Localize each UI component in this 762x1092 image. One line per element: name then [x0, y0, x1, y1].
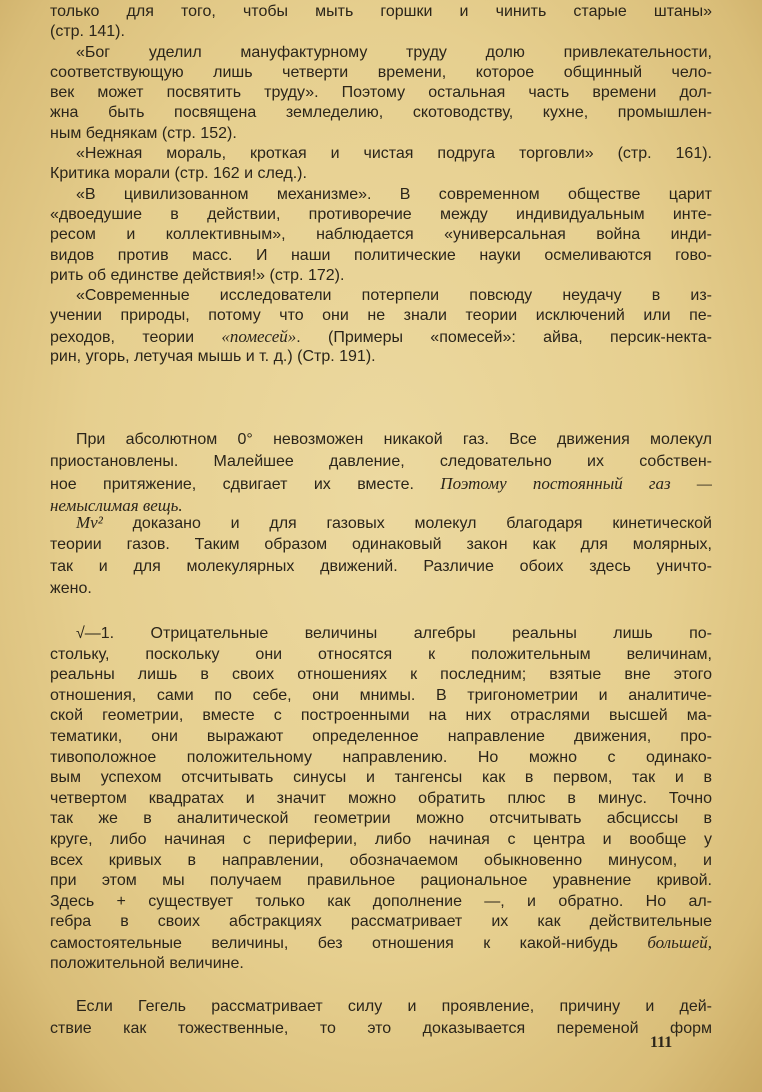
italic-text: Mv² [76, 513, 103, 532]
paragraph [50, 996, 712, 1040]
text-line [50, 451, 712, 473]
text-span: всех кривых в направлении, обозначаемом обыкновенно минусом, и [50, 851, 712, 869]
text-span: «Бог уделил мануфактурному труду долю привлекательности, [76, 43, 712, 61]
text-line [50, 624, 712, 645]
italic-text: немыслимая вещь. [50, 496, 183, 515]
text-span: так и для молекулярных движений. Различие обоих здесь уничто- [50, 558, 712, 575]
text-line [50, 286, 712, 306]
text-line [50, 534, 712, 556]
text-span: век может посвятить труду». Поэтому остальная часть времени дол- [50, 84, 712, 102]
text-line [50, 665, 712, 686]
text-span: Здесь + существует только как дополнение —, и обратно. Но ал- [50, 892, 712, 910]
text-line [50, 727, 712, 748]
text-line [50, 185, 712, 205]
text-line [50, 246, 712, 266]
text-line [50, 748, 712, 769]
text-line [50, 1018, 712, 1040]
text-line [50, 871, 712, 892]
text-line [50, 809, 712, 830]
text-line [50, 22, 712, 42]
text-span: «двоедушие в действии, противоречие между индивидуальным инте- [50, 205, 712, 223]
text-line [50, 512, 712, 534]
text-block-mv2 [50, 512, 712, 600]
text-span: гебра в своих абстракциях рассматривает их как действительные [50, 913, 712, 931]
text-line [50, 429, 712, 451]
text-line [50, 830, 712, 851]
paragraph [50, 185, 712, 286]
text-span: видов против масс. И наши политические науки осмеливаются гово- [50, 246, 712, 264]
text-line [50, 473, 712, 495]
text-line [50, 327, 712, 347]
text-span: самостоятельные величины, без отношения к какой-нибудь [50, 934, 648, 952]
text-span: круге, либо начиная с периферии, либо начиная с центра и вообще у [50, 830, 712, 848]
text-block-absolute-zero [50, 429, 712, 517]
text-span: только для того, чтобы мыть горшки и чинить старые штаны» [50, 3, 712, 20]
text-line [50, 306, 712, 326]
text-span: √—1. Отрицательные величины алгебры реальны лишь по- [76, 625, 712, 642]
text-line [50, 933, 712, 954]
text-span: четвертом квадратах и значит можно обратить плюс в минус. Точно [50, 789, 712, 807]
text-span: «Современные исследователи потерпели повсюду неудачу в из- [76, 287, 712, 305]
text-span: положительной величине. [50, 954, 244, 972]
text-span: тивоположное положительному направлению. Но можно с одинако- [50, 748, 712, 766]
text-line [50, 768, 712, 789]
text-block-fourier-quotes [50, 2, 712, 367]
text-block-hegel [50, 996, 712, 1040]
text-span: ствие как тожественные, то это доказывается переменой форм [50, 1020, 712, 1037]
paragraph [50, 2, 712, 43]
text-span: При абсолютном 0° невозможен никакой газ. Все движения молекул [76, 431, 712, 448]
text-span: Если Гегель рассматривает силу и проявление, причину и дей- [76, 998, 712, 1015]
text-line [50, 556, 712, 578]
text-span: ской геометрии, вместе с построенными на них отраслями высшей ма- [50, 707, 712, 725]
text-span: при этом мы получаем правильное рациональное уравнение кривой. [50, 872, 712, 890]
text-line [50, 205, 712, 225]
text-span: «В цивилизованном механизме». В современном обществе царит [76, 185, 712, 203]
text-line [50, 686, 712, 707]
text-line [50, 851, 712, 872]
text-span: рить об единстве действия!» (стр. 172). [50, 266, 345, 284]
text-span: (стр. 141). [50, 23, 125, 41]
text-line [50, 63, 712, 83]
paragraph [50, 43, 712, 144]
text-span: соответствующую лишь четверти времени, которое общинный чело- [50, 63, 712, 81]
text-line [50, 706, 712, 727]
text-line [50, 347, 712, 367]
text-span: учении природы, потому что они не знали теории исключений или пе- [50, 307, 712, 325]
text-line [50, 996, 712, 1018]
text-line [50, 578, 712, 600]
text-span: жна быть посвящена земледелию, скотоводству, кухне, промышлен- [50, 104, 712, 122]
italic-text: «помесей» [221, 326, 297, 346]
text-span: вым успехом отсчитывать синусы и тангенсы как в первом, так и в [50, 769, 712, 787]
text-span: стольку, поскольку они относятся к положительным величинам, [50, 645, 712, 663]
text-span: «Нежная мораль, кроткая и чистая подруга торговли» (стр. 161). [76, 145, 712, 163]
text-span: реходов, теории [50, 328, 222, 346]
text-line [50, 892, 712, 913]
italic-text: Поэтому постоянный газ — [440, 474, 712, 493]
text-line [50, 912, 712, 933]
text-span: доказано и для газовых молекул благодаря кинетической [102, 515, 712, 532]
text-span: . (Примеры «помесей»: айва, персик-некта- [296, 328, 712, 346]
italic-text: большей, [647, 932, 712, 952]
text-line [50, 645, 712, 666]
text-span: реальны лишь в своих отношениях к последним; взятые вне этого [50, 666, 712, 684]
text-span: отношения, сами по себе, они мнимы. В тригонометрии и аналитиче- [50, 686, 712, 704]
text-block-sqrt-minus-one [50, 624, 712, 974]
text-line [50, 164, 712, 184]
paragraph [50, 429, 712, 517]
text-span: рин, угорь, летучая мышь и т. д.) (Стр. 191). [50, 348, 376, 366]
text-line [50, 103, 712, 123]
paragraph [50, 512, 712, 600]
paragraph [50, 286, 712, 367]
text-span: так же в аналитической геометрии можно отсчитывать абсциссы в [50, 810, 712, 828]
text-line [50, 124, 712, 144]
text-line [50, 266, 712, 286]
text-line [50, 43, 712, 63]
text-line [50, 954, 712, 975]
text-span: ным беднякам (стр. 152). [50, 124, 237, 142]
text-span: приостановлены. Малейшее давление, следовательно их собствен- [50, 453, 712, 470]
text-span: ресом и коллективным», наблюдается «универсальная война инди- [50, 226, 712, 244]
text-span: теории газов. Таким образом одинаковый закон как для молярных, [50, 536, 712, 553]
text-line [50, 83, 712, 103]
text-span: тематики, они выражают определенное направление движения, про- [50, 727, 712, 745]
paragraph [50, 144, 712, 185]
text-line [50, 789, 712, 810]
paragraph [50, 624, 712, 974]
text-line [50, 2, 712, 22]
text-line [50, 225, 712, 245]
page-number: 111 [650, 1034, 673, 1051]
text-span: жено. [50, 580, 92, 597]
text-line [50, 144, 712, 164]
text-span: ное притяжение, сдвигает их вместе. [50, 476, 441, 493]
text-span: Критика морали (стр. 162 и след.). [50, 165, 307, 183]
